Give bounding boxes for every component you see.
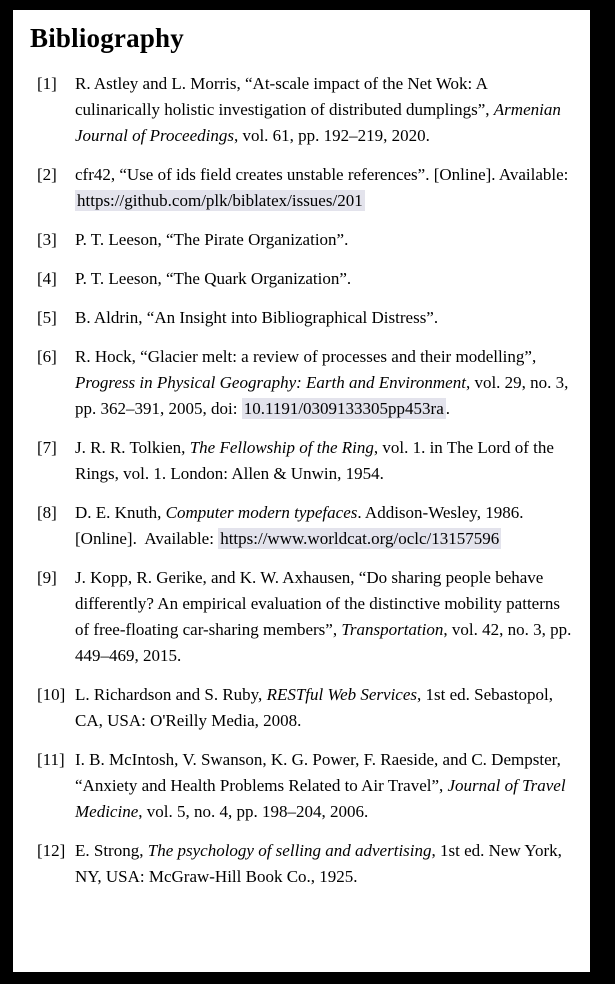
bib-entry-text — [75, 747, 572, 825]
bib-entry — [37, 305, 572, 331]
reference-link[interactable]: 10.1191/0309133305pp453ra — [243, 399, 444, 418]
bib-entry-number: [3] — [37, 230, 57, 249]
bib-entry — [37, 162, 572, 214]
page-title: Bibliography — [30, 23, 184, 53]
reference-title-italic: The psychology of selling and advertising — [147, 841, 432, 860]
bib-entry — [37, 500, 572, 552]
bib-entry-number: [4] — [37, 269, 57, 288]
reference-text: cfr42, “Use of ids field creates unstable references”. [Online]. Available: — [75, 165, 569, 184]
bib-entry — [37, 565, 572, 669]
bib-entry-text — [75, 305, 572, 331]
reference-text: . — [445, 399, 451, 418]
bib-entry — [37, 266, 572, 292]
bib-entry-text — [75, 500, 572, 552]
document-page — [13, 10, 590, 972]
bib-entry-text — [75, 227, 572, 253]
bib-entry-text — [75, 565, 572, 669]
bib-entry-number: [7] — [37, 438, 57, 457]
reference-text: , 1st ed. Sebastopol, CA, USA: O'Reilly Media, 2008. — [75, 685, 554, 730]
reference-title-italic: Armenian Journal of Proceedings — [75, 100, 561, 145]
reference-text: L. Richardson and S. Ruby, — [75, 685, 267, 704]
reference-text: , vol. 42, no. 3, pp. 449–469, 2015. — [75, 620, 572, 665]
bib-entry-number: [5] — [37, 308, 57, 327]
bib-entry-number: [10] — [37, 685, 66, 704]
reference-text: R. Astley and L. Morris, “At-scale impact of the Net Wok: A culinarically holistic investigation of distributed dumplings”, — [75, 74, 494, 119]
reference-title-italic: Computer modern typefaces — [165, 503, 358, 522]
bib-entry-text — [75, 266, 572, 292]
reference-text: I. B. McIntosh, V. Swanson, K. G. Power, F. Raeside, and C. Dempster, “Anxiety and Health Problems Related to Air Travel”, — [75, 750, 561, 795]
bib-entry-text — [75, 682, 572, 734]
reference-text: B. Aldrin, “An Insight into Bibliographical Distress”. — [75, 308, 439, 327]
reference-title-italic: Transportation — [341, 620, 444, 639]
bib-entry — [37, 71, 572, 149]
bib-entry-number: [2] — [37, 165, 57, 184]
bib-entry-number: [12] — [37, 841, 66, 860]
reference-title-italic: The Fellowship of the Ring — [189, 438, 374, 457]
reference-title-italic: Journal of Travel Medicine — [75, 776, 566, 821]
reference-text: J. R. R. Tolkien, — [75, 438, 190, 457]
reference-text: , 1st ed. New York, NY, USA: McGraw-Hill Book Co., 1925. — [75, 841, 562, 886]
bib-entry — [37, 682, 572, 734]
bib-entry-text — [75, 71, 572, 149]
bib-entry — [37, 344, 572, 422]
bib-entry — [37, 227, 572, 253]
bib-entry — [37, 838, 572, 890]
reference-text: P. T. Leeson, “The Quark Organization”. — [75, 269, 352, 288]
reference-text: , vol. 29, no. 3, pp. 362–391, 2005, doi: — [75, 373, 569, 418]
reference-text: , vol. 1. in The Lord of the Rings, vol. 1. London: Allen & Unwin, 1954. — [75, 438, 554, 483]
bib-entry-number: [1] — [37, 74, 57, 93]
bib-entry-text — [75, 344, 572, 422]
reference-text: E. Strong, — [75, 841, 148, 860]
reference-text: , vol. 5, no. 4, pp. 198–204, 2006. — [138, 802, 369, 821]
reference-text: R. Hock, “Glacier melt: a review of processes and their modelling”, — [75, 347, 537, 366]
reference-text: P. T. Leeson, “The Pirate Organization”. — [75, 230, 349, 249]
reference-text: , vol. 61, pp. 192–219, 2020. — [233, 126, 430, 145]
bib-entry-text — [75, 435, 572, 487]
bib-entry — [37, 435, 572, 487]
reference-link[interactable]: https://github.com/plk/biblatex/issues/201 — [77, 191, 363, 210]
bib-entry-number: [6] — [37, 347, 57, 366]
reference-title-italic: RESTful Web Services — [266, 685, 418, 704]
reference-text: J. Kopp, R. Gerike, and K. W. Axhausen, “Do sharing people behave differently? An empirical evaluation of the distinctive mobility patterns of free-floating car-sharing members”, — [75, 568, 560, 639]
bib-entry-number: [11] — [37, 750, 65, 769]
reference-text: . Addison-Wesley, 1986. [Online]. Available: — [75, 503, 524, 548]
bib-entry-number: [9] — [37, 568, 57, 587]
reference-link[interactable]: https://www.worldcat.org/oclc/13157596 — [220, 529, 500, 548]
bib-entry-text — [75, 162, 572, 214]
reference-title-italic: Progress in Physical Geography: Earth and Environment — [75, 373, 466, 392]
bibliography-list — [37, 71, 572, 890]
reference-text: D. E. Knuth, — [75, 503, 166, 522]
bib-entry-number: [8] — [37, 503, 57, 522]
bib-entry — [37, 747, 572, 825]
bib-entry-text — [75, 838, 572, 890]
